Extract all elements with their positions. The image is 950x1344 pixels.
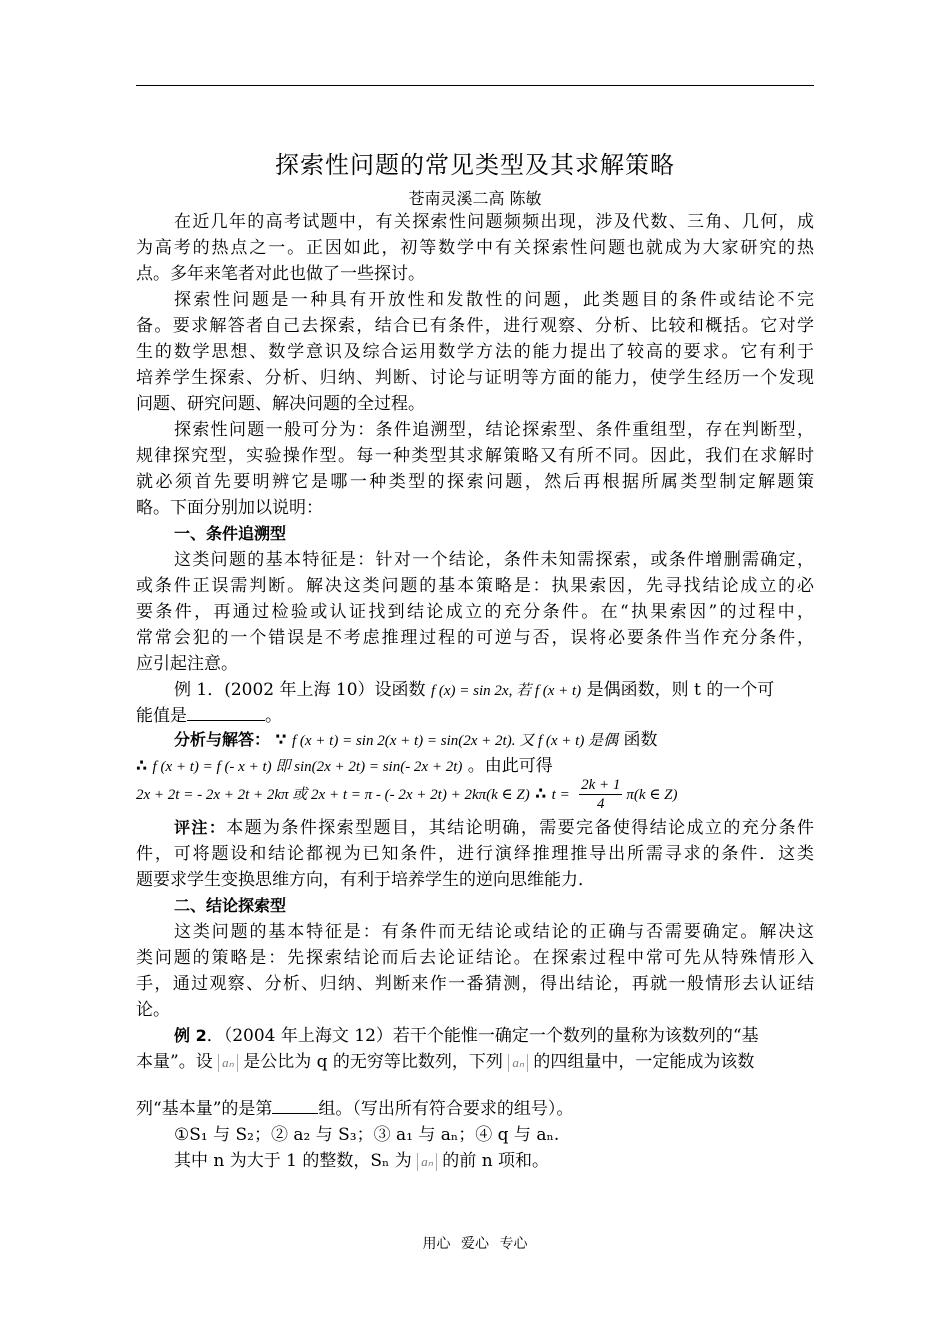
comment-line1: 评注：本题为条件探索型题目，其结论明确，需要完备使得结论成立的充分条件 (174, 818, 814, 838)
example2-line2: 本量”。设 aₙ 是公比为 q 的无穷等比数列，下列 aₙ 的四组量中，一定能成为该数 (136, 1052, 755, 1072)
section1-heading: 一、条件追溯型 (174, 524, 287, 543)
intro-p2-line5: 问题、研究问题、解决问题的全过程。 (136, 394, 425, 414)
intro-p2-line3: 生的数学思想、数学意识及综合运用数学方法的能力提出了较高的要求。它有利于 (136, 342, 814, 362)
intro-p2-line2: 备。要求解答者自己去探索，结合已有条件，进行观察、分析、比较和概括。它对学 (136, 316, 814, 336)
t-equals: t = (551, 787, 570, 803)
section1-p-line1: 这类问题的基本特征是：针对一个结论，条件未知需探索，或条件增删需确定， (174, 550, 814, 570)
example1-formula: f (x) = sin 2x, 若 f (x + t) (430, 683, 582, 699)
section2-p-line3: 手，通过观察、分析、归纳、判断来作一番猜测，得出结论，再就一般情形去认证结 (136, 974, 814, 994)
group-blank (272, 1113, 318, 1114)
comment-line2: 件，可将题设和结论都视为已知条件，进行演绎推理推导出所需寻求的条件．这类 (136, 844, 814, 864)
author-line: 苍南灵溪二高 陈敏 (408, 189, 542, 208)
example2-label: 例 2 (174, 1026, 207, 1045)
analysis-formula3: 2x + 2t = - 2x + 2t + 2kπ 或 2x + t = π - (- 2x + 2t) + 2kπ(k ∈ Z) (136, 787, 530, 803)
section1-p-line3: 要条件，再通过检验或认证找到结论成立的充分条件。在“执果索因”的过程中， (136, 602, 814, 622)
section1-p-line5: 应引起注意。 (136, 654, 238, 674)
example1-line2: 能值是 。 (136, 706, 282, 726)
example2-note: 其中 n 为大于 1 的整数，Sₙ 为 aₙ 的前 n 项和。 (174, 1151, 550, 1171)
sequence-an-symbol: aₙ (218, 1054, 238, 1072)
sequence-an-symbol-3: aₙ (417, 1153, 437, 1171)
therefore-symbol: ∴ (136, 756, 148, 775)
intro-p1-line1: 在近几年的高考试题中，有关探索性问题频频出现，涉及代数、三角、几何，成 (174, 212, 814, 232)
section2-p-line4: 论。 (136, 1000, 170, 1020)
because-symbol: ∵ (275, 730, 287, 749)
intro-p3-line1: 探索性问题一般可分为：条件追溯型，结论探索型、条件重组型，存在判断型， (174, 420, 814, 440)
intro-p3-line4: 略。下面分别加以说明： (136, 498, 323, 518)
analysis-formula2-tail: 。由此可得 (467, 756, 553, 776)
example2-options: ①S₁ 与 S₂；② a₂ 与 S₃；③ a₁ 与 aₙ；④ q 与 aₙ. (174, 1125, 560, 1145)
section2-p-line1: 这类问题的基本特征是：有条件而无结论或结论的正确与否需要确定。解决这 (174, 922, 814, 942)
header-rule (136, 85, 814, 86)
section2-p-line2: 类问题的策略是：先探索结论而后去论证结论。在探索过程中常可先从特殊情形入 (136, 948, 814, 968)
section1-p-line4: 常常会犯的一个错误是不考虑推理过程的可逆与否，误将必要条件当作充分条件， (136, 628, 814, 648)
comment-line3: 题要求学生变换思维方向，有利于培养学生的逆向思维能力． (136, 870, 595, 890)
analysis-label: 分析与解答： (174, 730, 271, 749)
analysis-formula2: f (x + t) = f (- x + t) 即 sin(2x + 2t) = sin(- 2x + 2t) (152, 759, 463, 775)
section2-heading: 二、结论探索型 (174, 896, 287, 915)
example2-line3: 列“基本量”的是第 组。（写出所有符合要求的组号）。 (136, 1099, 574, 1119)
section1-p-line2: 或条件正误需判断。解决这类问题的基本策略是：执果索因，先寻找结论成立的必 (136, 576, 814, 596)
therefore-symbol-2: ∴ (535, 784, 547, 803)
intro-p1-line3: 点。多年来笔者对此也做了一些探讨。 (136, 264, 425, 284)
page-footer: 用心 爱心 专心 (422, 1236, 528, 1252)
analysis-formula3-end: π(k ∈ Z) (626, 787, 678, 803)
example2-line1: 例 2．（2004 年上海文 12）若干个能惟一确定一个数列的量称为该数列的“基 (174, 1026, 759, 1046)
intro-p2-line1: 探索性问题是一种具有开放性和发散性的问题，此类题目的条件或结论不完 (174, 290, 814, 310)
example1-line1 (174, 677, 814, 703)
fraction: $\frac{2k + 1}{4}$ (581, 777, 621, 812)
example1-lead: 例 1．(2002 年上海 10）设函数 (174, 680, 426, 700)
example1-tail: 是偶函数，则 t 的一个可 (586, 680, 775, 700)
page-title: 探索性问题的常见类型及其求解策略 (275, 151, 675, 179)
intro-p1-line2: 为高考的热点之一。正因如此，初等数学中有关探索性问题也就成为大家研究的热 (136, 238, 814, 258)
analysis-formula1-tail: 函数 (623, 730, 658, 750)
sequence-an-symbol-2: aₙ (508, 1054, 528, 1072)
intro-p3-line2: 规律探究型，实验操作型。每一种类型其求解策略又有所不同。因此，我们在求解时 (136, 446, 814, 466)
analysis-line1 (174, 727, 814, 753)
answer-blank (187, 720, 265, 721)
analysis-line3 (136, 776, 814, 810)
intro-p3-line3: 就必须首先要明辨它是哪一种类型的探索问题，然后再根据所属类型制定解题策 (136, 472, 814, 492)
comment-label: 评注： (174, 818, 227, 837)
intro-p2-line4: 培养学生探索、分析、归纳、判断、讨论与证明等方面的能力，使学生经历一个发现 (136, 368, 814, 388)
analysis-formula1: f (x + t) = sin 2(x + t) = sin(2x + 2t). 又 f (x + t) 是偶 (291, 733, 619, 749)
